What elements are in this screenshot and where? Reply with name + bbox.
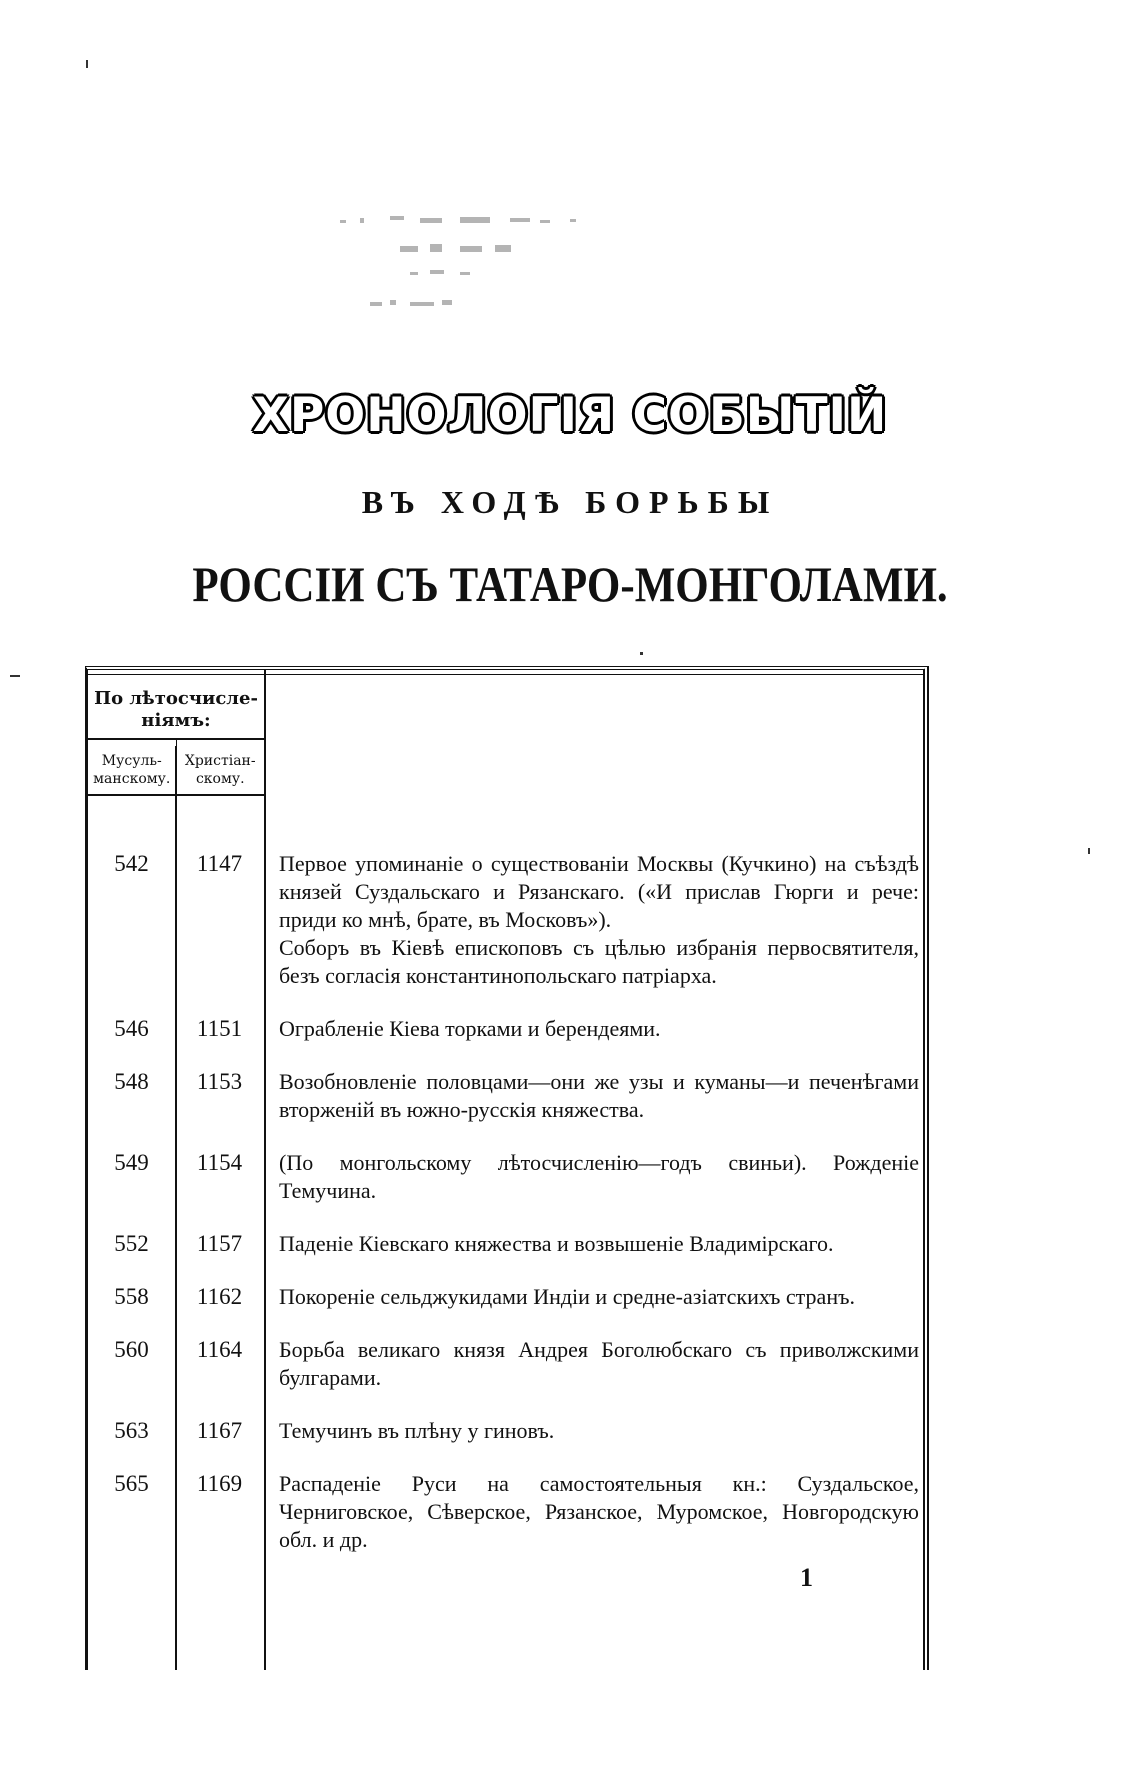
table-row (88, 1068, 923, 1124)
table-row (88, 1230, 923, 1258)
table-rows (88, 850, 923, 1554)
event-text (264, 1068, 919, 1124)
muslim-year: 548 (114, 1069, 149, 1094)
christian-year: 1151 (196, 1016, 243, 1041)
event-text (264, 1336, 919, 1392)
scan-speck (10, 675, 20, 677)
event-paragraph: (По монгольскому лѣтосчисленію—годъ свиньи). Рожденіе Темучина. (279, 1150, 919, 1203)
event-paragraph: Соборъ въ Кіевѣ епископовъ съ цѣлью избранія первосвятителя, безъ согласія константинопольскаго патріарха. (279, 935, 919, 988)
christian-year: 1153 (196, 1069, 243, 1094)
muslim-year: 565 (114, 1471, 149, 1496)
christian-year: 1167 (196, 1418, 243, 1443)
muslim-year: 546 (114, 1016, 149, 1041)
event-text (264, 1230, 919, 1258)
scan-speck (1088, 848, 1090, 854)
muslim-year: 560 (114, 1337, 149, 1362)
event-text (264, 1417, 919, 1445)
muslim-year: 549 (114, 1150, 149, 1175)
table-header (88, 680, 264, 796)
event-paragraph: Распаденіе Руси на самостоятельныя кн.: Суздальское, Черниговское, Сѣверское, Рязанское, Муромское, Новгородскую обл. и др. (279, 1471, 919, 1552)
event-paragraph: Темучинъ въ плѣну у гиновъ. (279, 1418, 555, 1443)
event-text (264, 1015, 919, 1043)
header-sub (88, 740, 264, 796)
christian-year: 1147 (196, 851, 243, 876)
event-paragraph: Борьба великаго князя Андрея Боголюбскаго съ приволжскими булгарами. (279, 1337, 919, 1390)
event-paragraph: Возобновленіе половцами—они же узы и куманы—и печенѣгами вторженій въ южно-русскія княжества. (279, 1069, 919, 1122)
event-text (264, 1283, 919, 1311)
christian-year: 1154 (196, 1150, 243, 1175)
chronology-table (85, 666, 929, 1670)
table-row (88, 1470, 923, 1554)
muslim-year: 542 (114, 851, 149, 876)
header-main: По лѣтосчисле-ніямъ: (88, 680, 264, 740)
subtitle: ВЪ ХОДѢ БОРЬБЫ (361, 484, 779, 520)
event-paragraph: Ограбленіе Кіева торками и берендеями. (279, 1016, 661, 1041)
page-number: 1 (800, 1563, 813, 1592)
event-paragraph: Покореніе сельджукидами Индіи и средне-азіатскихъ странъ. (279, 1284, 855, 1309)
scan-speck (640, 652, 643, 655)
event-paragraph: Первое упоминаніе о существованіи Москвы (Кучкино) на съѣздѣ князей Суздальскаго и Рязанскаго. («И прислав Гюрги и рече: приди ко мнѣ, брате, въ Московъ»). (279, 851, 919, 932)
table-row (88, 1417, 923, 1445)
muslim-year: 563 (114, 1418, 149, 1443)
table-row (88, 1336, 923, 1392)
subtitle-large: РОССІИ СЪ ТАТАРО-МОНГОЛАМИ. (192, 556, 948, 612)
table-row (88, 1283, 923, 1311)
event-text (264, 1149, 919, 1205)
header-christian: Христіан-скому. (184, 753, 256, 787)
event-text (264, 1470, 919, 1554)
library-stamp (330, 212, 630, 332)
event-text (264, 850, 919, 990)
header-muslim: Мусуль-манскому. (88, 740, 177, 794)
table-row (88, 1015, 923, 1043)
christian-year: 1164 (196, 1337, 243, 1362)
muslim-year: 552 (114, 1231, 149, 1256)
event-paragraph: Паденіе Кіевскаго княжества и возвышеніе Владимірскаго. (279, 1231, 834, 1256)
table-row (88, 850, 923, 990)
muslim-year: 558 (114, 1284, 149, 1309)
christian-year: 1157 (196, 1231, 243, 1256)
table-row (88, 1149, 923, 1205)
scan-speck (86, 60, 88, 68)
main-title: ХРОНОЛОГІЯ СОБЫТІЙ (252, 388, 888, 443)
christian-year: 1169 (196, 1471, 243, 1496)
christian-year: 1162 (196, 1284, 243, 1309)
